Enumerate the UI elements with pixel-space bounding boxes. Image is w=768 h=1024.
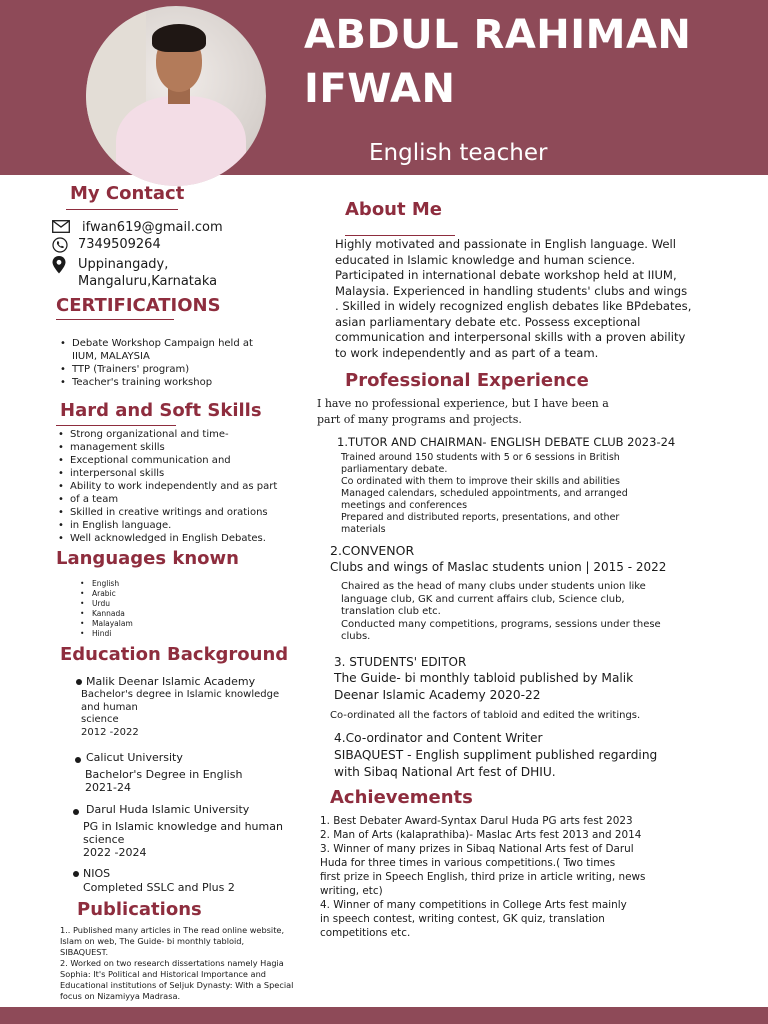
address-line-2: Mangaluru,Karnataka [78, 274, 218, 289]
education-title: Malik Deenar Islamic Academy [86, 675, 256, 688]
address-text [78, 256, 217, 290]
education-details: Completed SSLC and Plus 2 [83, 881, 235, 894]
experience-heading: Professional Experience [345, 370, 589, 391]
candidate-name [304, 8, 744, 116]
address-line-1: Uppinangady, [78, 257, 169, 272]
envelope-icon [52, 220, 74, 237]
skill-item: • Exceptional communication and [56, 454, 306, 467]
education-bullet [73, 809, 79, 815]
certifications-heading: CERTIFICATIONS [56, 295, 221, 316]
skills-heading: Hard and Soft Skills [60, 400, 262, 421]
certification-item: • TTP (Trainers' program) [58, 363, 278, 376]
language-item: • English [78, 579, 198, 589]
education-title: Darul Huda Islamic University [86, 803, 250, 816]
languages-heading: Languages known [56, 548, 239, 569]
footer-band [0, 1007, 768, 1024]
about-heading: About Me [345, 199, 442, 220]
job-4-block: 4.Co-ordinator and Content Writer SIBAQUEST - English suppliment published regarding with Sibaq National Art fest of DHIU. [334, 731, 658, 779]
skills-list [56, 428, 306, 545]
skill-item: • interpersonal skills [56, 467, 306, 480]
about-underline [345, 235, 455, 236]
skills-underline [56, 425, 176, 426]
publications-text: 1.. Published many articles in The read online website, Islam on web, The Guide- bi monthly tabloid, SIBAQUEST. 2. Worked on two research dissertations namely Hagia Sophia: It's Political and Historical Importance and Educational institutions of Seljuk Dynasty: With a Special focus on Nizamiyya Madrasa. [60, 925, 294, 1001]
skill-item: • Skilled in creative writings and orations [56, 506, 306, 519]
certifications-underline [56, 319, 174, 320]
job-3-title: 3. STUDENTS' EDITOR [334, 655, 467, 669]
education-title: Calicut University [86, 751, 183, 764]
language-item: • Hindi [78, 629, 198, 639]
name-line-1: ABDUL RAHIMAN [304, 12, 692, 58]
about-text: Highly motivated and passionate in English language. Well educated in Islamic knowledge and human science. Participated in international debate workshop held at IIUM, Malaysia. Experienced in handling students' clubs and wings . Skilled in widely recognized english debates like BPdebates, asian parliamentary debate etc. Possess exceptional communication and interpersonal skills with a proven ability to work independently and as part of a team. [335, 237, 692, 360]
name-line-2: IFWAN [304, 66, 456, 112]
education-details: PG in Islamic knowledge and human science 2022 -2024 [83, 820, 283, 859]
skill-item: • management skills [56, 441, 306, 454]
phone-text[interactable]: 7349509264 [78, 237, 161, 252]
skill-item: • Strong organizational and time- [56, 428, 306, 441]
job-3-subtitle: The Guide- bi monthly tabloid published by Malik Deenar Islamic Academy 2020-22 [334, 671, 634, 702]
achievements-heading: Achievements [330, 787, 473, 808]
phone-row [52, 237, 161, 257]
location-pin-icon [52, 256, 74, 278]
email-row [52, 220, 223, 237]
certifications-list [58, 337, 278, 389]
languages-list [78, 579, 198, 639]
email-text[interactable]: ifwan619@gmail.com [82, 220, 223, 235]
education-heading: Education Background [60, 644, 289, 665]
experience-intro: I have no professional experience, but I have been a part of many programs and projects. [317, 397, 609, 426]
address-row [52, 256, 217, 290]
education-details: Bachelor's Degree in English 2021-24 [85, 768, 243, 794]
job-3-details: Co-ordinated all the factors of tabloid and edited the writings. [330, 710, 641, 721]
contact-underline [66, 209, 178, 210]
language-item: • Malayalam [78, 619, 198, 629]
education-bullet [76, 679, 82, 685]
publications-heading: Publications [77, 899, 202, 920]
profile-photo [86, 6, 266, 186]
certification-item: • Debate Workshop Campaign held at IIUM, MALAYSIA [58, 337, 278, 363]
education-details: Bachelor's degree in Islamic knowledge and human science 2012 -2022 [81, 689, 280, 738]
job-1-details: Trained around 150 students with 5 or 6 sessions in British parliamentary debate. Co ordinated with them to improve their skills and abilities Managed calendars, scheduled appointments, and arranged meetings and conferences Prepared and distributed reports, presentations, and other materials [341, 452, 628, 535]
skill-item: • Ability to work independently and as part [56, 480, 306, 493]
phone-icon [52, 237, 74, 257]
language-item: • Urdu [78, 599, 198, 609]
certification-item: • Teacher's training workshop [58, 376, 278, 389]
job-2-title: 2.CONVENOR Clubs and wings of Maslac students union | 2015 - 2022 [330, 543, 667, 574]
education-bullet [75, 757, 81, 763]
skill-item: • in English language. [56, 519, 306, 532]
job-1-title: 1.TUTOR AND CHAIRMAN- ENGLISH DEBATE CLUB 2023-24 [337, 435, 676, 449]
education-title: NIOS [83, 867, 111, 880]
skill-item: • Well acknowledged in English Debates. [56, 532, 306, 545]
achievements-text: 1. Best Debater Award-Syntax Darul Huda PG arts fest 2023 2. Man of Arts (kalaprathiba)- Maslac Arts fest 2013 and 2014 3. Winner of many prizes in Sibaq National Arts fest of Darul Huda for three times in various competitions.( Two times first prize in Speech English, third prize in article writing, news writing, etc) 4. Winner of many competitions in College Arts fest mainly in speech contest, writing contest, GK quiz, translation competitions etc. [320, 815, 646, 939]
job-role: English teacher [369, 140, 548, 166]
language-item: • Arabic [78, 589, 198, 599]
job-2-details: Chaired as the head of many clubs under students union like language club, GK and current affairs club, Science club, translation club etc. Conducted many competitions, programs, sessions under these clubs. [341, 581, 661, 642]
contact-heading: My Contact [70, 183, 185, 204]
skill-item: • of a team [56, 493, 306, 506]
language-item: • Kannada [78, 609, 198, 619]
education-bullet [73, 871, 79, 877]
